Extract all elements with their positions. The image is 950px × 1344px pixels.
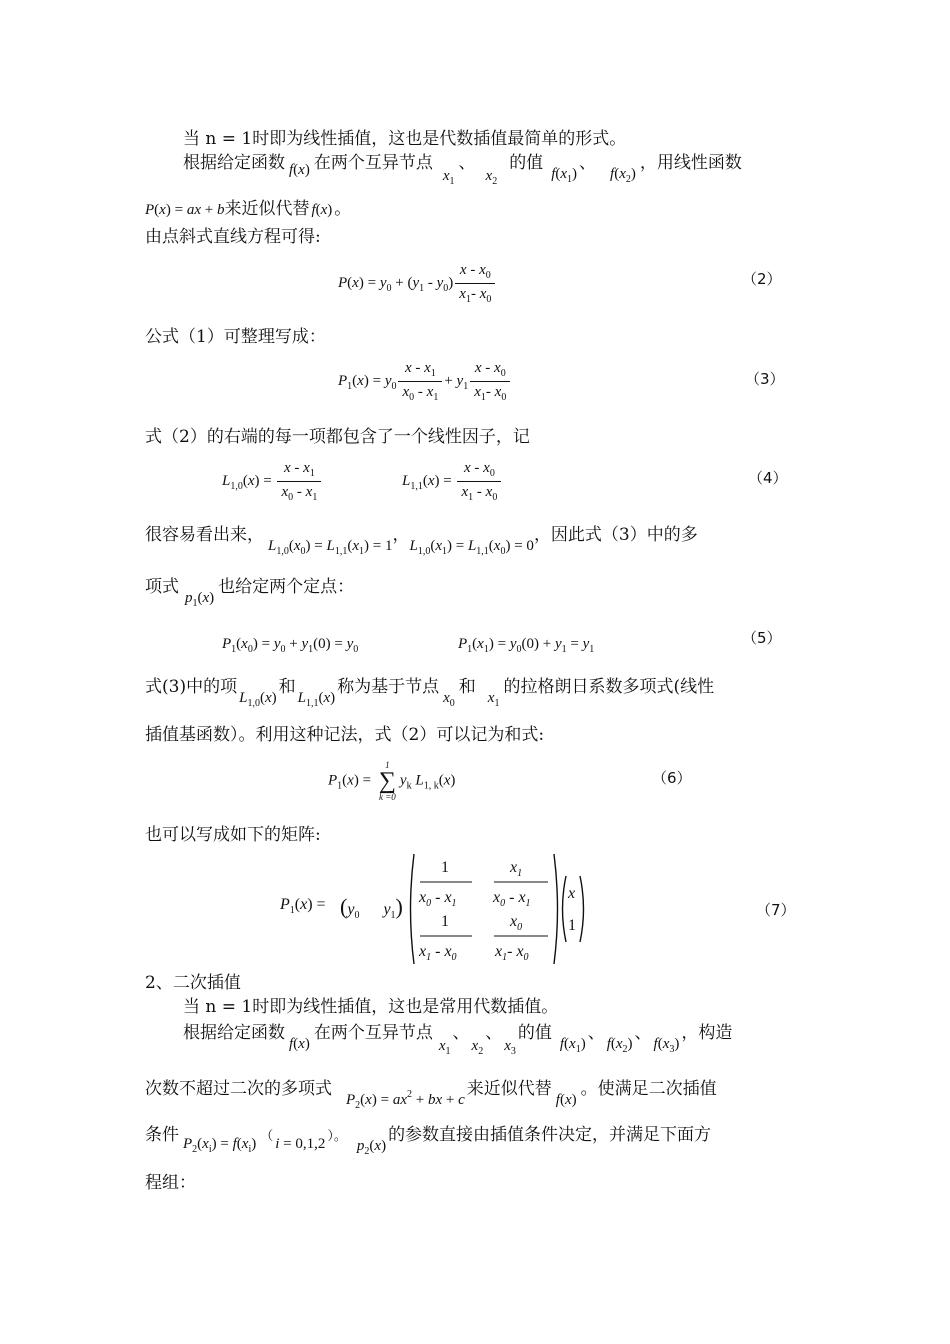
linear-approx-line: P(x) = ax + b来近似代替 f(x) 。 <box>145 199 352 219</box>
math-fx2: $f(x_2)$ <box>606 1036 633 1055</box>
section-2-title: 2、二次插值 <box>145 973 241 993</box>
linear-factor-line: 式（2）的右端的每一项都包含了一个线性因子，记 <box>145 427 530 447</box>
math-x3: $x_3$ <box>504 1038 516 1057</box>
math-x2: $x_2$ <box>485 168 498 187</box>
easy-to-see-line: 很容易看出来，$L_{1,0}(x_0) = L_{1,1}(x_1) = 1$，$L_{1,0}(x_1) = L_{1,1}(x_0) = 0$，因此式（3）中的多 <box>145 525 698 557</box>
equation-5b: $P_1(x_1) = y_0(0) + y_1 = y_1$ <box>458 636 595 655</box>
svg-text:x: x <box>568 885 576 902</box>
math-L10x: $L_{1,0}(x)$ <box>239 690 277 709</box>
math-p2x: $p_2(x)$ <box>356 1138 387 1157</box>
linear-intro-paragraph: 当 n = 1时即为线性插值，这也是代数插值最简单的形式。 <box>183 129 627 149</box>
basis-line: 插值基函数）。利用这种记法，式（2）可以记为和式: <box>145 725 545 745</box>
svg-text:x0 - x1: $x_0 - x_1$ <box>493 889 531 909</box>
math-L-values-2: $L_{1,0}(x_1) = L_{1,1}(x_0) = 0$ <box>409 538 534 557</box>
polynomial-line: 项式$p_1(x)$也给定两个定点： <box>145 577 355 609</box>
math-fx: f(x) <box>289 162 310 178</box>
math-p1x: $p_1(x)$ <box>185 590 215 609</box>
equation-4-number: （4） <box>748 469 788 487</box>
matrix-line: 也可以写成如下的矩阵: <box>145 825 321 845</box>
equation-3-number: （3） <box>745 370 785 388</box>
equation-5-number: （5） <box>742 629 782 647</box>
equation-4b: $L_{1,1}(x)$ = $\frac{x - x_0}{x_1 - x_0}$ <box>402 460 503 503</box>
point-slope-line: 由点斜式直线方程可得: <box>145 227 321 247</box>
quad-intro-paragraph: 当 n = 1时即为线性插值，这也是常用代数插值。 <box>183 997 559 1017</box>
equation-7-number: （7） <box>756 901 796 919</box>
math-x1: $x_1$ <box>442 168 455 187</box>
equation-3: $P_1(x) = y_0$ $\frac{x - x_1}{x_0 - x_1}$ + $y_1$ $\frac{x - x_0}{x_1- x_0}$ <box>338 360 512 403</box>
math-L11x: $L_{1,1}(x)$ <box>297 690 336 709</box>
equation-6-number: （6） <box>652 769 692 787</box>
equation-4a: $L_{1,0}(x)$ = $\frac{x - x_1}{x_0 - x_1}$ <box>222 460 323 503</box>
equation-2: $P(x) = y_0 + (y_1 - y_0)$ $\frac{x - x_0}{x_1- x_0}$ <box>338 262 497 305</box>
math-x1: $x_1$ <box>487 690 500 709</box>
quad-condition-line: 条件 $P_2(x_i) = f(x_i)$ （ i = 0,1,2 ）。$p_2(x)$的参数直接由插值条件决定，并满足下面方 <box>145 1125 712 1157</box>
equation-5a: $P_1(x_0) = y_0 + y_1(0) = y_0$ <box>222 636 359 655</box>
summation-symbol: 1 ∑ k =0 <box>378 760 396 802</box>
svg-text:x0 - x1: $x_0 - x_1$ <box>419 889 457 909</box>
math-L-values-1: $L_{1,0}(x_0) = L_{1,1}(x_1) = 1$ <box>268 538 393 557</box>
math-fx: f(x) <box>289 1036 310 1052</box>
formula1-line: 公式（1）可整理写成： <box>145 327 326 347</box>
equation-6: $P_1(x)$ = 1 ∑ k =0 $y_k$ $L_{1, k}(x)$ <box>328 760 456 802</box>
math-fx: f(x) <box>555 1092 577 1108</box>
math-i-range: i = 0,1,2 <box>275 1136 326 1152</box>
math-fx1: $f(x_1)$ <box>559 1036 586 1055</box>
math-x2: $x_2$ <box>471 1038 484 1057</box>
svg-text:x1: $x_1$ <box>510 859 523 879</box>
equation-2-number: （2） <box>742 270 782 288</box>
equation-7-lhs: $P_1(x)$ = <box>280 896 326 916</box>
term-line: 式(3)中的项$L_{1,0}(x)$和$L_{1,1}(x)$称为基于节点$x_0$和$x_1$的拉格朗日系数多项式(线性 <box>145 677 715 709</box>
quad-given-line: 根据给定函数f(x)在两个互异节点$x_1$、$x_2$、$x_3$的值$f(x_1)$、$f(x_2)$、$f(x_3)$，构造 <box>183 1023 733 1057</box>
quad-end-line: 程组： <box>145 1173 196 1193</box>
math-fx2: $f(x_2)$ <box>610 166 636 185</box>
math-fx1: $f(x_1)$ <box>551 166 578 185</box>
math-Px-linear: P(x) = ax + b <box>145 202 225 218</box>
svg-text:x1 - x0: $x_1 - x_0$ <box>419 943 457 963</box>
math-P2x: $P_2(x) = ax^2$ + bx + c <box>346 1089 465 1111</box>
svg-text:x0: $x_0$ <box>510 913 523 933</box>
math-fx3: $f(x_3)$ <box>653 1036 680 1055</box>
quad-degree-line: 次数不超过二次的多项式$P_2(x) = ax^2$ + bx + c来近似代替f(x)。使满足二次插值 <box>145 1079 717 1111</box>
svg-text:1: 1 <box>568 917 576 934</box>
math-x1: $x_1$ <box>438 1038 451 1057</box>
math-x0: $x_0$ <box>443 690 455 709</box>
linear-given-line: 根据给定函数 f(x) 在两个互异节点$x_1$、$x_2$的值$f(x_1)$、$f(x_2)$，用线性函数 <box>183 153 742 187</box>
svg-text:1: 1 <box>441 859 449 876</box>
equation-7-rowvec: ($y_0$ $y_1$) <box>340 894 403 921</box>
math-fx: f(x) <box>311 202 333 218</box>
math-P2xi: $P_2(x_i) = f(x_i)$ <box>183 1136 257 1155</box>
svg-text:1: 1 <box>441 913 449 930</box>
equation-7-matrix <box>404 852 594 966</box>
svg-text:x1- x0: $x_1-$ $x_0$ <box>495 943 529 963</box>
